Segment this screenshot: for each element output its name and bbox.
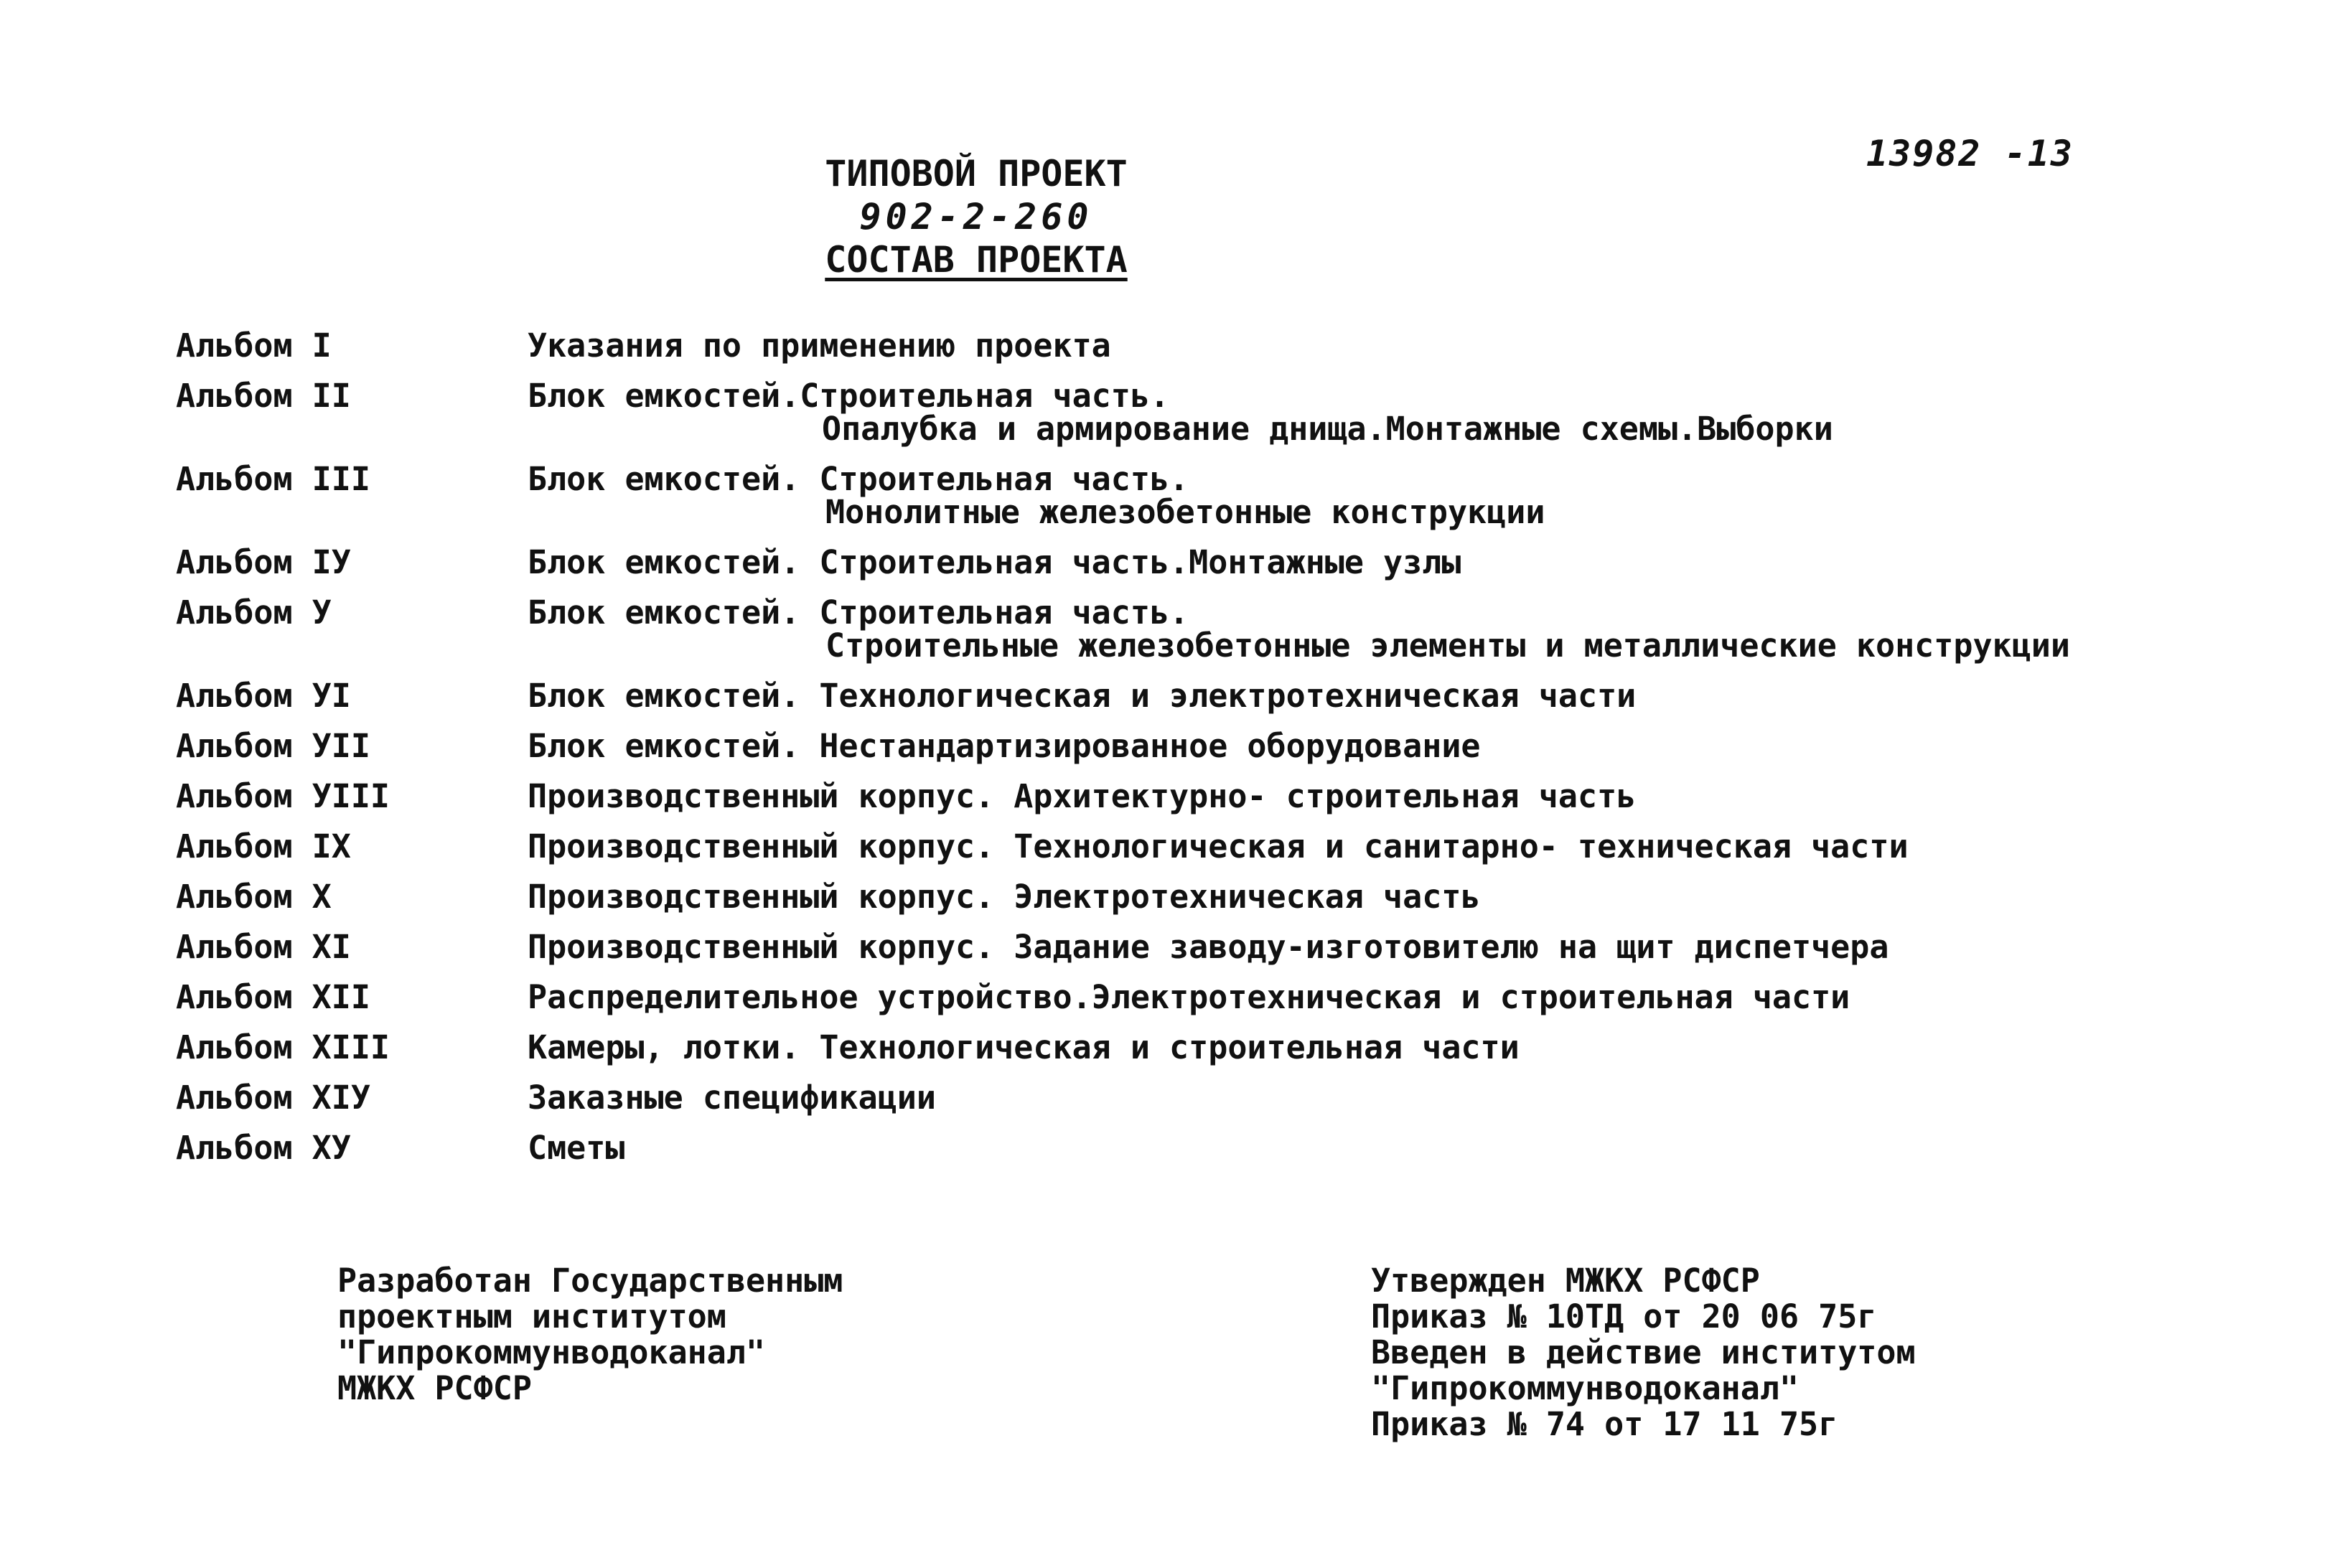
developer-line: проектным институтом — [337, 1297, 726, 1335]
album-row — [176, 978, 2301, 1017]
album-label: Альбом УI — [176, 677, 351, 715]
album-description: Заказные спецификации — [528, 1079, 936, 1117]
approval-line: "Гипрокоммунводоканал" — [1371, 1369, 1800, 1407]
album-row — [176, 727, 2301, 766]
album-description: Сметы — [528, 1129, 625, 1167]
album-row — [176, 1028, 2301, 1067]
album-label: Альбом II — [176, 377, 351, 415]
album-row — [176, 377, 2301, 449]
album-label: Альбом УIII — [176, 777, 390, 815]
developer-block — [337, 1263, 843, 1407]
album-label: Альбом УII — [176, 727, 370, 765]
album-row — [176, 1079, 2301, 1117]
album-row — [176, 460, 2301, 532]
project-title: ТИПОВОЙ ПРОЕКТ — [825, 153, 1128, 194]
album-row — [176, 827, 2301, 866]
album-row — [176, 1129, 2301, 1168]
album-label: Альбом XIII — [176, 1028, 390, 1066]
album-description: Блок емкостей. Строительная часть. — [528, 593, 1189, 632]
approval-block — [1371, 1263, 1916, 1442]
album-description: Распределительное устройство.Электротехническая и строительная части — [528, 978, 1850, 1016]
composition-title: СОСТАВ ПРОЕКТА — [825, 239, 1128, 281]
album-description: Производственный корпус. Архитектурно- строительная часть — [528, 777, 1637, 815]
project-number: 902-2-260 — [859, 196, 1093, 238]
album-description: Производственный корпус. Задание заводу-изготовителю на щит диспетчера — [528, 928, 1889, 966]
album-row — [176, 878, 2301, 916]
album-description: Производственный корпус. Электротехническая часть — [528, 878, 1481, 916]
album-row — [176, 327, 2301, 365]
album-description: Камеры, лотки. Технологическая и строительная части — [528, 1028, 1520, 1066]
album-row — [176, 677, 2301, 715]
album-description: Блок емкостей. Технологическая и электротехническая части — [528, 677, 1637, 715]
album-list — [176, 327, 2301, 1179]
developer-line: "Гипрокоммунводоканал" — [337, 1333, 766, 1371]
album-label: Альбом IУ — [176, 543, 351, 581]
album-label: Альбом X — [176, 878, 332, 916]
album-label: Альбом I — [176, 327, 332, 365]
album-row — [176, 928, 2301, 967]
approval-line: Приказ № 10ТД от 20 06 75г — [1371, 1297, 1877, 1335]
album-label: Альбом У — [176, 593, 332, 632]
document-code: 13982 -13 — [1866, 133, 2074, 174]
album-subline: Монолитные железобетонные конструкции — [825, 493, 1545, 531]
album-subline: Строительные железобетонные элементы и металлические конструкции — [825, 626, 2070, 665]
header — [754, 152, 1199, 281]
developer-line: МЖКХ РСФСР — [337, 1369, 532, 1407]
approval-line: Приказ № 74 от 17 11 75г — [1371, 1405, 1838, 1443]
album-subline: Опалубка и армирование днища.Монтажные схемы.Выборки — [822, 410, 1833, 448]
approval-line: Введен в действие институтом — [1371, 1333, 1916, 1371]
album-row — [176, 777, 2301, 816]
developer-line: Разработан Государственным — [337, 1262, 843, 1300]
album-label: Альбом IX — [176, 827, 351, 865]
album-description: Указания по применению проекта — [528, 327, 1111, 365]
album-label: Альбом XУ — [176, 1129, 351, 1167]
album-row — [176, 543, 2301, 582]
album-label: Альбом XII — [176, 978, 370, 1016]
album-description: Блок емкостей. Нестандартизированное оборудование — [528, 727, 1481, 765]
album-label: Альбом III — [176, 460, 370, 498]
album-description: Производственный корпус. Технологическая и санитарно- техническая части — [528, 827, 1909, 865]
approval-line: Утвержден МЖКХ РСФСР — [1371, 1262, 1760, 1300]
album-description: Блок емкостей. Строительная часть.Монтажные узлы — [528, 543, 1461, 581]
album-row — [176, 593, 2301, 665]
album-label: Альбом XI — [176, 928, 351, 966]
album-description: Блок емкостей.Строительная часть. — [528, 377, 1170, 415]
album-description: Блок емкостей. Строительная часть. — [528, 460, 1189, 498]
album-label: Альбом XIУ — [176, 1079, 370, 1117]
